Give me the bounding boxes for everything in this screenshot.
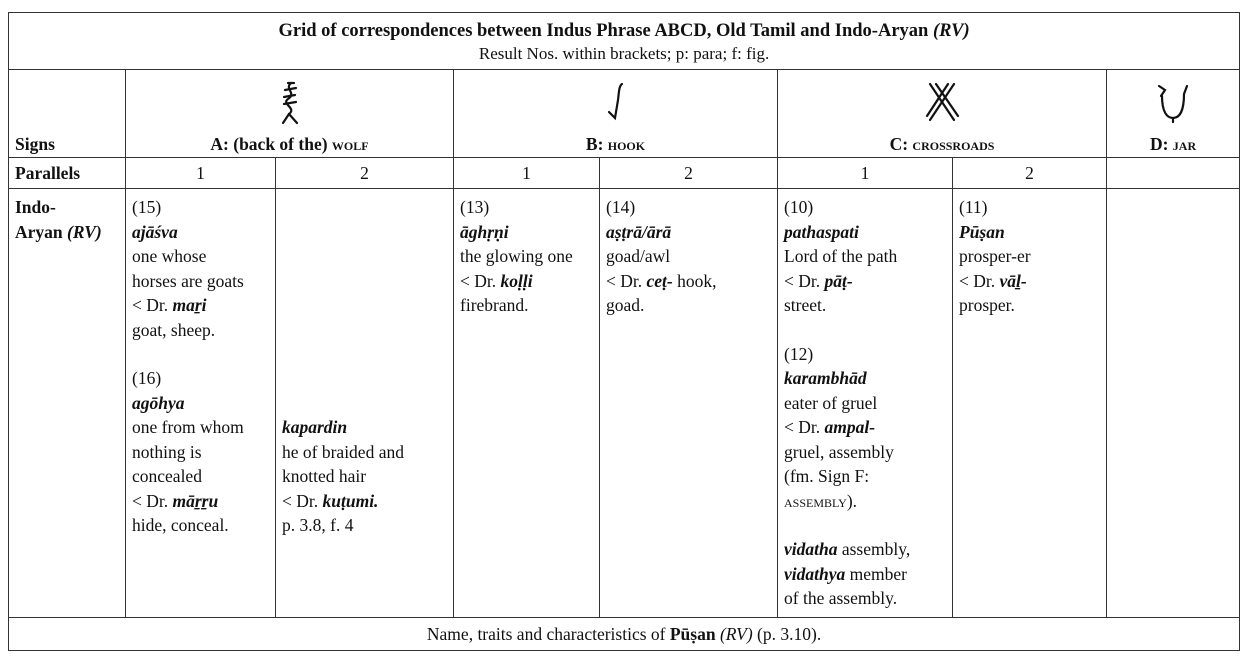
cell-b2 xyxy=(600,189,778,618)
parallels-label: Parallels xyxy=(9,158,126,189)
cell-c1 xyxy=(778,189,953,618)
wolf-sign-icon xyxy=(275,80,305,126)
cell-b1 xyxy=(454,189,600,618)
entry-14: (14) aṣṭrā/ārā goad/awl < Dr. ceṭ- hook, goad. xyxy=(606,197,717,315)
sign-b-header: B: hook xyxy=(454,70,778,158)
entry-11: (11) Pūṣan prosper-er < Dr. vāḻ- prosper. xyxy=(959,197,1031,315)
table-title: Grid of correspondences between Indus Phrase ABCD, Old Tamil and Indo-Aryan (RV) xyxy=(278,21,970,41)
indo-aryan-label: Indo- Aryan (RV) xyxy=(9,189,126,618)
hook-sign-icon xyxy=(604,80,628,126)
table-subtitle: Result Nos. within brackets; p: para; f: fig. xyxy=(478,44,770,63)
footer-cell: Name, traits and characteristics of Pūṣan (RV) (p. 3.10). xyxy=(9,618,1240,651)
cell-a1 xyxy=(126,189,276,618)
parallel-c1: 1 xyxy=(778,158,953,189)
signs-row xyxy=(9,70,1240,158)
entry-15: (15) ajāśva one whose horses are goats < Dr. maṟi goat, sheep. xyxy=(132,197,244,340)
jar-sign-icon xyxy=(1153,80,1193,126)
entry-10: (10) pathaspati Lord of the path < Dr. pāṭ- street. xyxy=(784,197,898,315)
entry-16: (16) agōhya one from whom nothing is concealed < Dr. māṟṟu hide, conceal. xyxy=(132,368,244,535)
parallel-a2: 2 xyxy=(276,158,454,189)
sign-a-header: A: (back of the) wolf xyxy=(126,70,454,158)
entry-kapardin: kapardin he of braided and knotted hair < Dr. kuṭumi. p. 3.8, f. 4 xyxy=(282,417,404,535)
parallel-a1: 1 xyxy=(126,158,276,189)
correspondence-table xyxy=(8,12,1240,651)
correspondence-grid xyxy=(8,12,1239,648)
parallels-row xyxy=(9,158,1240,189)
cell-d xyxy=(1107,189,1240,618)
title-cell xyxy=(9,13,1240,70)
crossroads-sign-icon xyxy=(922,80,962,126)
sign-d-header: D: jar xyxy=(1107,70,1240,158)
indo-aryan-row xyxy=(9,189,1240,618)
parallel-d xyxy=(1107,158,1240,189)
parallel-b2: 2 xyxy=(600,158,778,189)
sign-c-header: C: crossroads xyxy=(778,70,1107,158)
entry-12: (12) karambhād eater of gruel < Dr. ampal- gruel, assembly (fm. Sign F: assembly). xyxy=(784,343,894,511)
cell-a2 xyxy=(276,189,454,618)
parallel-b1: 1 xyxy=(454,158,600,189)
parallel-c2: 2 xyxy=(953,158,1107,189)
entry-vidatha: vidatha assembly, vidathya member of the assembly. xyxy=(784,539,911,608)
cell-c2 xyxy=(953,189,1107,618)
footer-row xyxy=(9,618,1240,651)
title-row xyxy=(9,13,1240,70)
signs-label: Signs xyxy=(9,70,126,158)
entry-13: (13) āghṛṇi the glowing one < Dr. koḷḷi firebrand. xyxy=(460,197,573,315)
